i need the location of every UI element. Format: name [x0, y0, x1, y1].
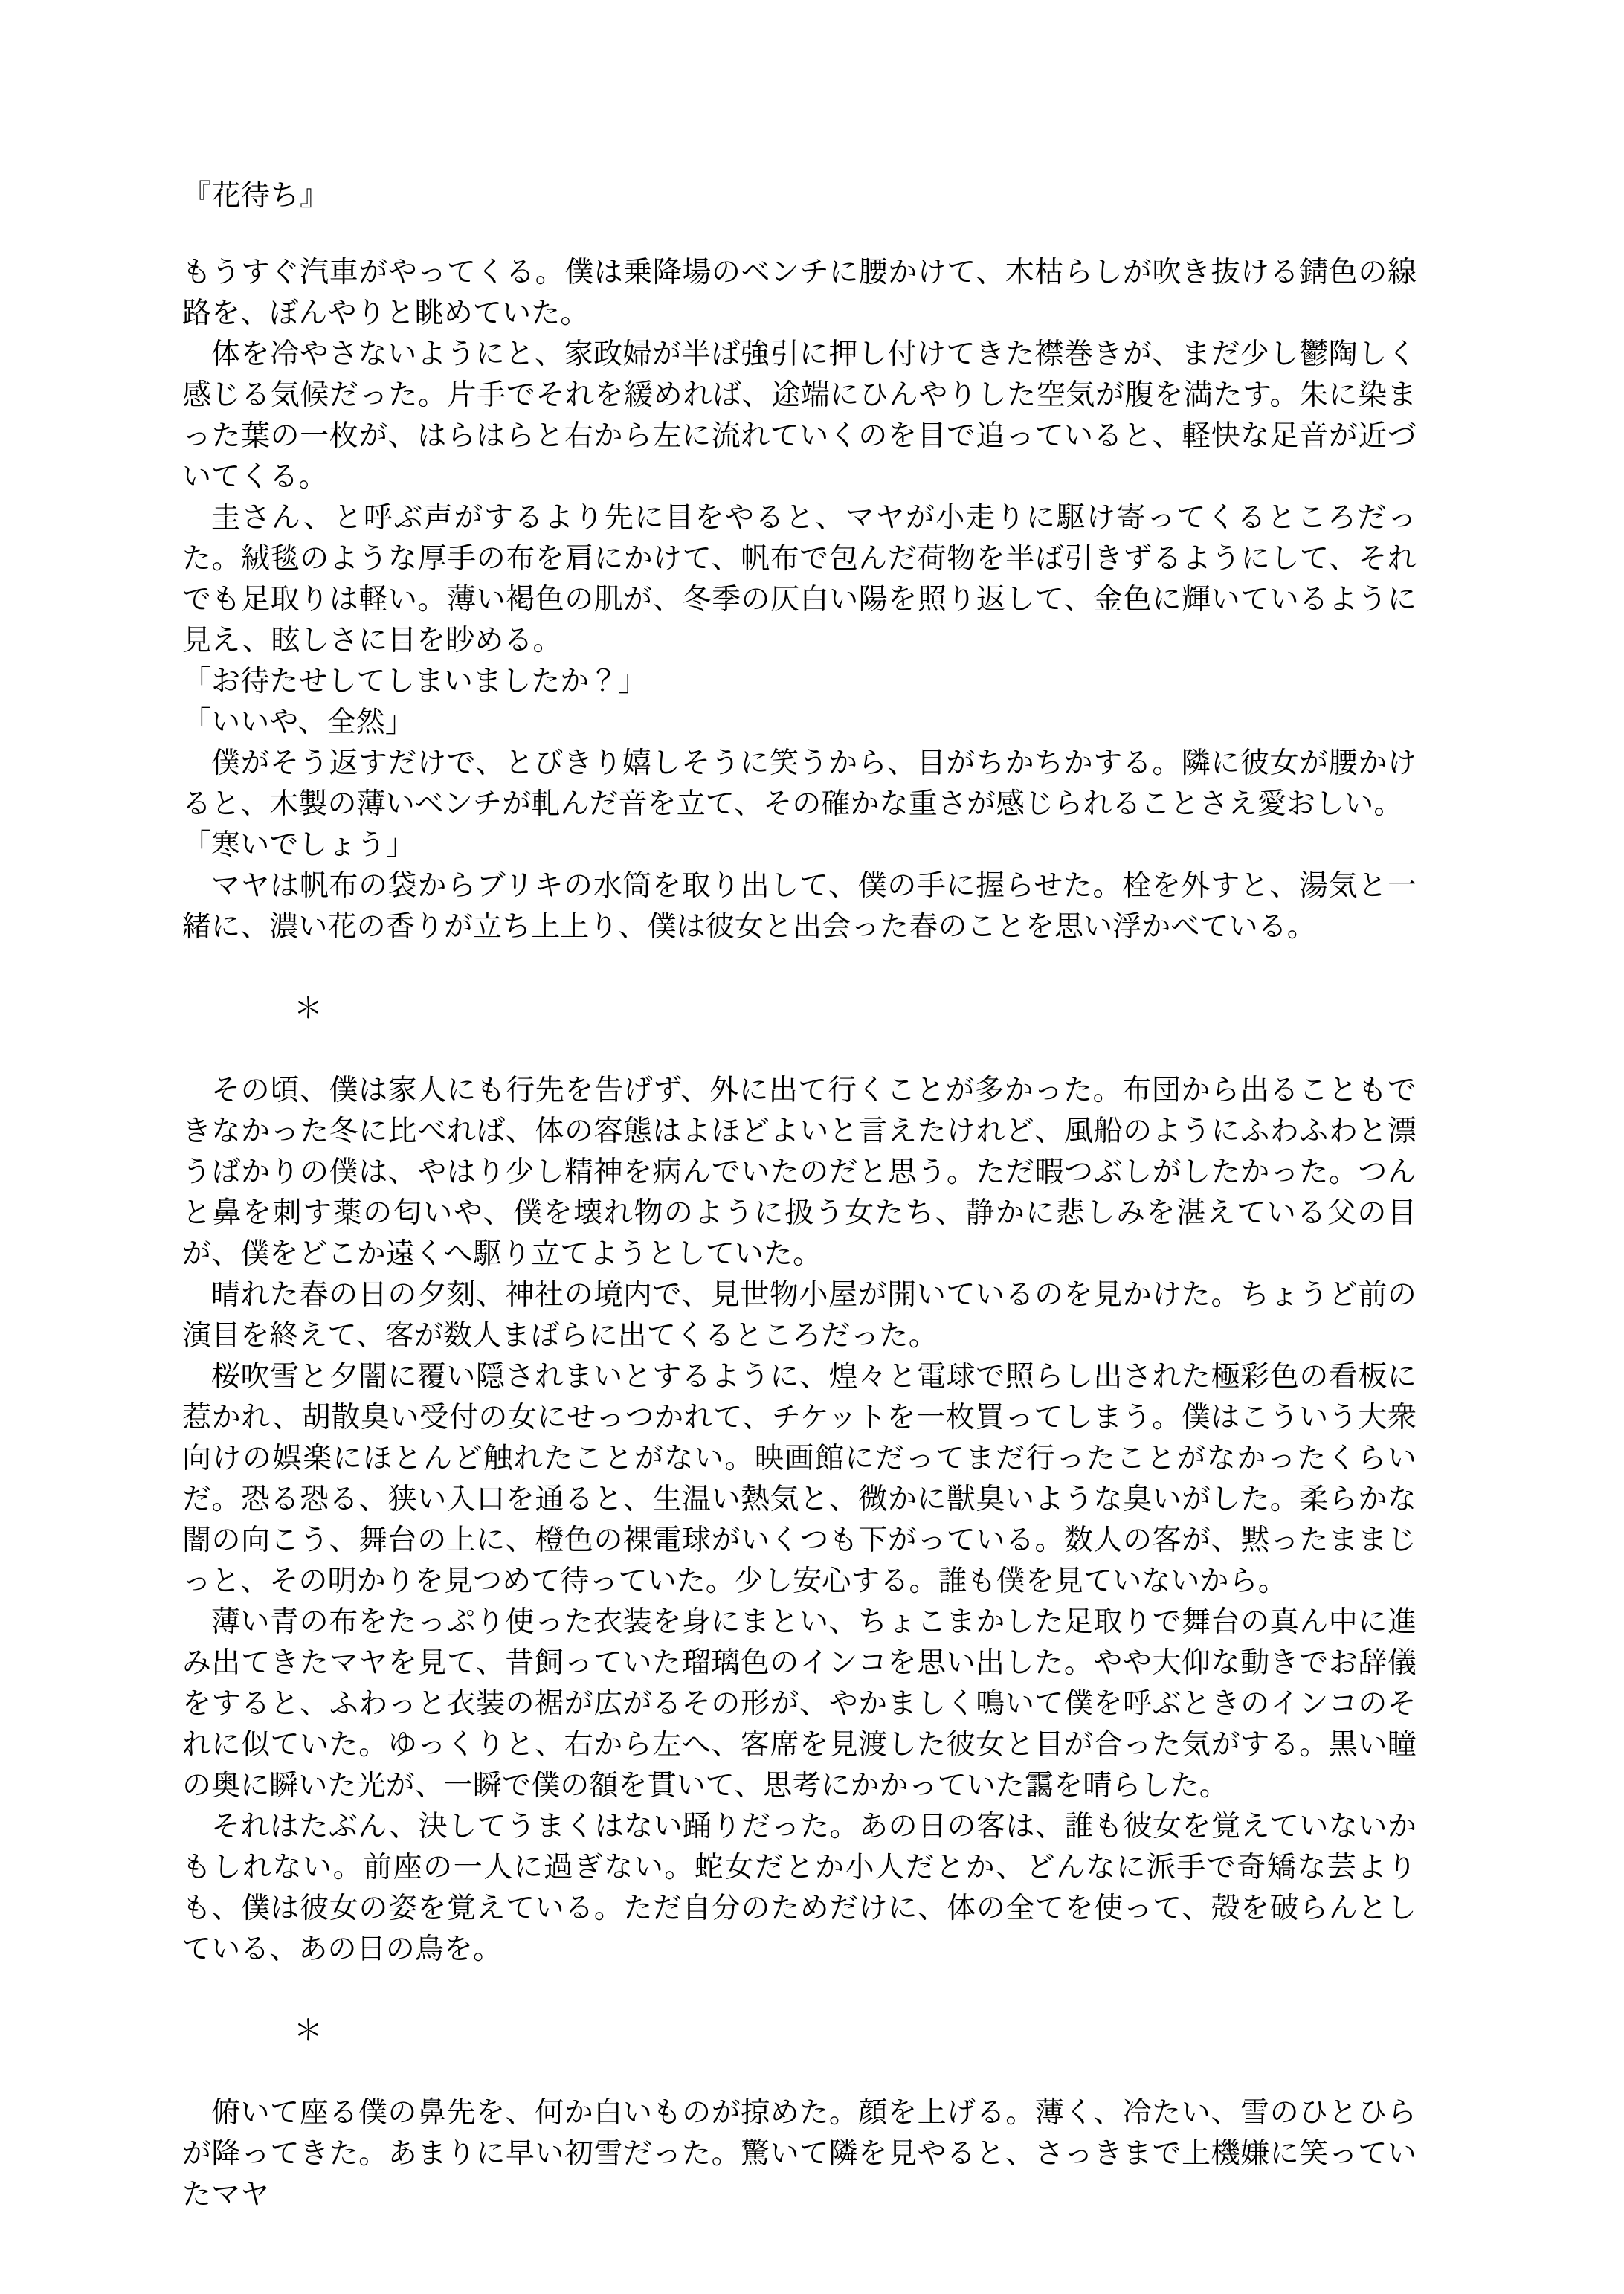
paragraph: 圭さん、と呼ぶ声がするより先に目をやると、マヤが小走りに駆け寄ってくるところだった。絨毯のような厚手の布を肩にかけて、帆布で包んだ荷物を半ば引きずるようにして、それでも足取りは軽い。薄い褐色の肌が、冬季の仄白い陽を照り返して、金色に輝いているように見え、眩しさに目を眇める。: [182, 502, 1417, 657]
dialogue-line: 「お待たせしてしまいましたか？」: [182, 666, 648, 697]
paragraph: 体を冷やさないようにと、家政婦が半ば強引に押し付けてきた襟巻きが、まだ少し鬱陶しく感じる気候だった。片手でそれを緩めれば、途端にひんやりした空気が腹を満たす。朱に染まった葉の一枚が、はらはらと右から左に流れていくのを目で追っていると、軽快な足音が近づいてくる。: [182, 338, 1417, 493]
section-1: [182, 252, 1417, 947]
paragraph: 桜吹雪と夕闇に覆い隠されまいとするように、煌々と電球で照らし出された極彩色の看板に惹かれ、胡散臭い受付の女にせっつかれて、チケットを一枚買ってしまう。僕はこういう大衆向けの娯楽にほとんど触れたことがない。映画館にだってまだ行ったことがなかったくらいだ。恐る恐る、狭い入口を通ると、生温い熱気と、微かに獣臭いような臭いがした。柔らかな闇の向こう、舞台の上に、橙色の裸電球がいくつも下がっている。数人の客が、黙ったままじっと、その明かりを見つめて待っていた。少し安心する。誰も僕を見ていないから。: [182, 1361, 1417, 1597]
dialogue-line: 「いいや、全然」: [182, 706, 415, 738]
scene-break-marker: ＊: [294, 2015, 323, 2047]
page-title: 『花待ち』: [182, 180, 329, 212]
dialogue-line: 「寒いでしょう」: [182, 829, 415, 861]
scene-break-marker: ＊: [294, 993, 323, 1025]
paragraph: マヤは帆布の袋からブリキの水筒を取り出して、僕の手に握らせた。栓を外すと、湯気と一緒に、濃い花の香りが立ち上上り、僕は彼女と出会った春のことを思い浮かべている。: [182, 870, 1417, 943]
paragraph: それはたぶん、決してうまくはない踊りだった。あの日の客は、誰も彼女を覚えていないかもしれない。前座の一人に過ぎない。蛇女だとか小人だとか、どんなに派手で奇矯な芸よりも、僕は彼女の姿を覚えている。ただ自分のためだけに、体の全てを使って、殻を破らんとしている、あの日の鳥を。: [182, 1811, 1417, 1965]
paragraph: 薄い青の布をたっぷり使った衣装を身にまとい、ちょこまかした足取りで舞台の真ん中に進み出てきたマヤを見て、昔飼っていた瑠璃色のインコを思い出した。やや大仰な動きでお辞儀をすると、ふわっと衣装の裾が広がるその形が、やかましく鳴いて僕を呼ぶときのインコのそれに似ていた。ゆっくりと、右から左へ、客席を見渡した彼女と目が合った気がする。黒い瞳の奥に瞬いた光が、一瞬で僕の額を貫いて、思考にかかっていた靄を晴らした。: [182, 1606, 1417, 1802]
paragraph: その頃、僕は家人にも行先を告げず、外に出て行くことが多かった。布団から出ることもできなかった冬に比べれば、体の容態はよほどよいと言えたけれど、風船のようにふわふわと漂うばかりの僕は、やはり少し精神を病んでいたのだと思う。ただ暇つぶしがしたかった。つんと鼻を刺す薬の匂いや、僕を壊れ物のように扱う女たち、静かに悲しみを湛えている父の目が、僕をどこか遠くへ駆り立てようとしていた。: [182, 1074, 1417, 1270]
text-column: [182, 175, 1417, 2215]
section-3: [182, 2092, 1417, 2215]
section-2: [182, 1070, 1417, 1970]
paragraph: もうすぐ汽車がやってくる。僕は乗降場のベンチに腰かけて、木枯らしが吹き抜ける錆色の線路を、ぼんやりと眺めていた。: [182, 257, 1417, 329]
paragraph: 晴れた春の日の夕刻、神社の境内で、見世物小屋が開いているのを見かけた。ちょうど前の演目を終えて、客が数人まばらに出てくるところだった。: [182, 1279, 1417, 1352]
paragraph: 僕がそう返すだけで、とびきり嬉しそうに笑うから、目がちかちかする。隣に彼女が腰かけると、木製の薄いベンチが軋んだ音を立て、その確かな重さが感じられることさえ愛おしい。: [182, 747, 1417, 820]
paragraph: 俯いて座る僕の鼻先を、何か白いものが掠めた。顔を上げる。薄く、冷たい、雪のひとひらが降ってきた。あまりに早い初雪だった。驚いて隣を見やると、さっきまで上機嫌に笑っていたマヤ: [182, 2097, 1417, 2211]
